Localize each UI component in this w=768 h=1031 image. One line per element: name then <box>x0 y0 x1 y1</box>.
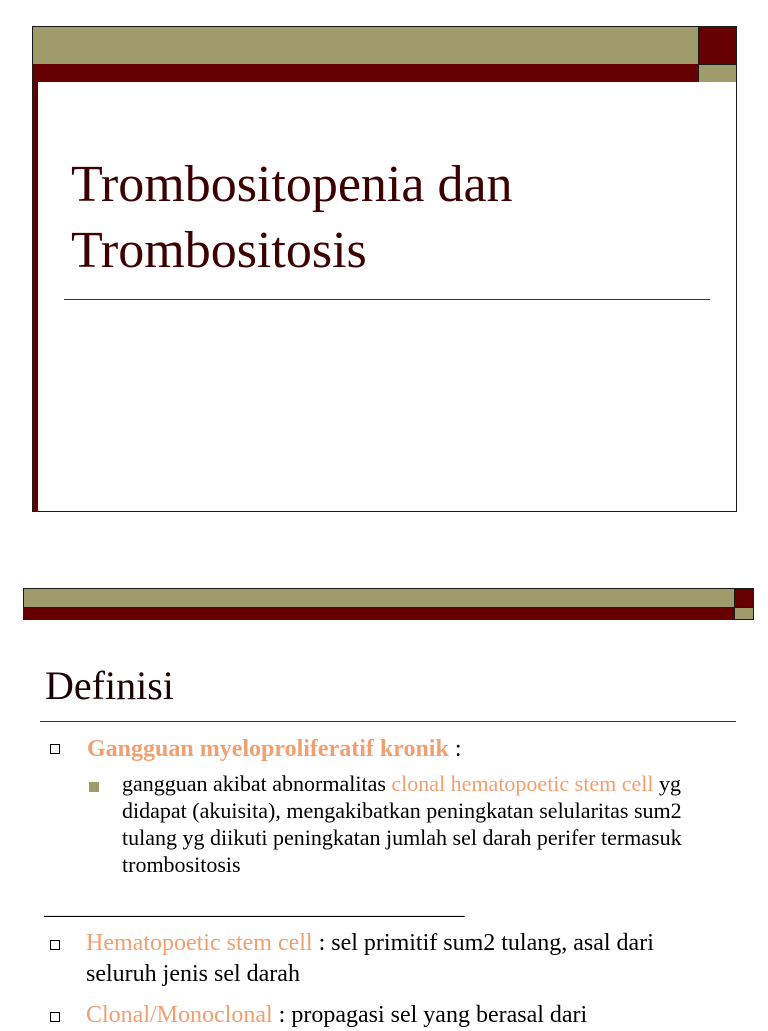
sub-bullet-rest: yg didapat (akuisita), mengakibatkan peningkatan selularitas sum2 tulang yg diikuti peningkatan jumlah sel darah perifer termasuk trombositosis <box>122 771 682 877</box>
bullet-square-icon <box>50 940 60 950</box>
slide2-title-rule <box>40 721 736 722</box>
bullet-term: Gangguan myeloproliferatif kronik <box>87 736 449 762</box>
text-divider: ________________________________________ <box>44 894 464 919</box>
bullet-text: : sel primitif sum2 tulang, asal dari seluruh jenis sel darah <box>86 930 654 987</box>
slide2-header-maroon-band <box>23 608 734 620</box>
slide1-corner-square-maroon <box>698 27 736 64</box>
sub-bullet-definition <box>122 770 722 878</box>
slide2-title: Definisi <box>45 663 174 708</box>
slide1-title <box>71 152 701 284</box>
slide2-corner-square-maroon <box>734 588 754 608</box>
slide2-header-olive-band <box>23 588 734 608</box>
slide1-left-accent-bar <box>33 82 38 511</box>
sub-bullet-square-icon <box>89 782 99 792</box>
slide1-title-line1: Trombositopenia dan <box>71 156 513 213</box>
slide2-corner-square-olive <box>734 608 754 620</box>
sub-bullet-highlight: clonal hematopoetic stem cell <box>391 771 654 796</box>
bullet-hematopoetic <box>86 928 726 990</box>
bullet-suffix: : <box>448 736 462 762</box>
slide1-title-line2: Trombositosis <box>71 222 367 279</box>
slide1-header-olive-band <box>33 27 698 64</box>
bullet-square-icon <box>50 744 60 754</box>
slide1-corner-square-olive <box>698 64 736 82</box>
slide1-header-maroon-band <box>33 64 698 82</box>
bullet-clonal <box>86 1000 766 1031</box>
bullet-gangguan <box>87 732 461 766</box>
slide1-title-rule <box>64 299 710 300</box>
sub-bullet-prefix: gangguan akibat abnormalitas <box>122 771 392 796</box>
bullet-text: : propagasi sel yang berasal dari <box>272 1002 588 1028</box>
bullet-term: Clonal/Monoclonal <box>86 1002 273 1028</box>
bullet-term: Hematopoetic stem cell <box>86 930 313 956</box>
bullet-square-icon <box>50 1012 60 1022</box>
